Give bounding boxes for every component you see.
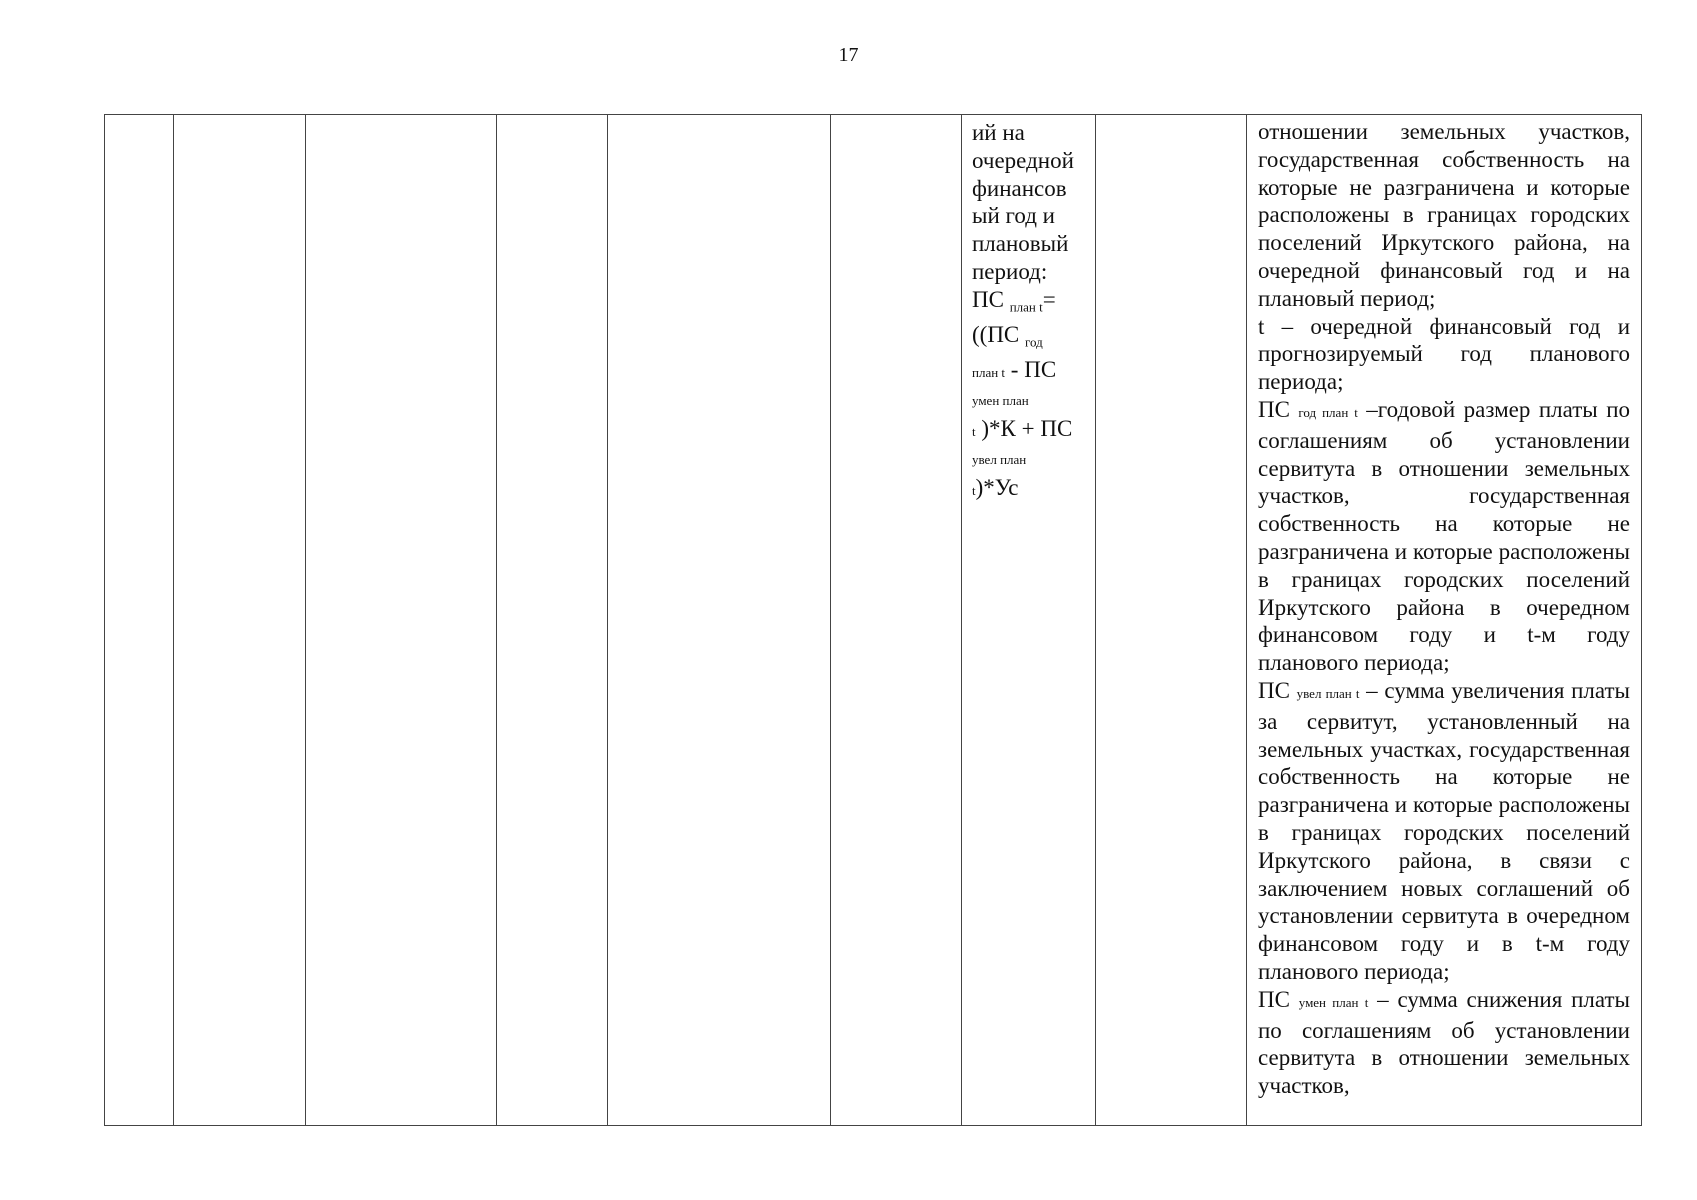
- formula-line: финансов: [972, 175, 1067, 201]
- description-paragraph: t – очередной финансовый год и прогнозируемый год планового периода;: [1258, 313, 1630, 395]
- ps-definition: – сумма снижения платы по соглашениям об установлении сервитута в отношении земельных участков,: [1258, 986, 1630, 1099]
- ps-subscript: год план t: [1298, 404, 1358, 420]
- formula-line: очередной: [972, 147, 1074, 173]
- formula-equation: [972, 286, 1089, 505]
- ps-symbol: ПС: [1258, 396, 1290, 422]
- ps-symbol: ПС: [1258, 677, 1290, 703]
- table-cell-empty: [174, 115, 306, 1126]
- formula-line: период:: [972, 258, 1048, 284]
- table-cell-empty: [831, 115, 962, 1126]
- eq-sub2: умен план: [972, 393, 1029, 409]
- table-cell-empty: [306, 115, 497, 1126]
- eq-minus: - ПС: [1010, 357, 1057, 383]
- formula-line: ый год и: [972, 203, 1055, 229]
- description-paragraph: отношении земельных участков, государственная собственность на которые не разграничена и которые расположены в границах городских поселений Иркутского района, на очередной финансовый год и на плановый период;: [1258, 119, 1630, 311]
- table-cell-empty: [1096, 115, 1247, 1126]
- eq-sub3: увел план: [972, 451, 1027, 467]
- description-paragraph: [1258, 396, 1630, 677]
- ps-subscript: умен план t: [1298, 994, 1369, 1010]
- document-table: [104, 114, 1642, 1126]
- formula-cell: [962, 115, 1096, 1126]
- eq-sub3b: t: [972, 482, 976, 498]
- table-row: [105, 115, 1642, 1126]
- formula-line: ий на: [972, 120, 1025, 145]
- ps-symbol: ПС: [1258, 986, 1290, 1012]
- formula-line: плановый: [972, 231, 1069, 257]
- eq-sign: =: [1042, 286, 1056, 312]
- eq-lhs: ПС: [972, 286, 1004, 312]
- ps-subscript: увел план t: [1296, 685, 1360, 701]
- table-cell-empty: [105, 115, 174, 1126]
- eq-lhs-sub: план t: [1009, 299, 1043, 315]
- eq-sub1b: план t: [972, 365, 1006, 381]
- eq-times-k: )*К + ПС: [981, 416, 1073, 442]
- ps-definition: – сумма увеличения платы за сервитут, установленный на земельных участках, государственная собственность на которые не разграничена и которые расположены в границах городских поселений Иркутского района, в связи с заключением новых соглашений об установлении сервитута в очередном финансовом году и в t-м году планового периода;: [1258, 677, 1631, 984]
- description-cell: [1247, 115, 1642, 1126]
- description-paragraph: [1258, 986, 1630, 1100]
- eq-sub2b: t: [972, 424, 976, 440]
- table-cell-empty: [608, 115, 831, 1126]
- eq-end: )*Ус: [975, 474, 1019, 500]
- ps-definition: –годовой размер платы по соглашениям об установлении сервитута в отношении земельных участков, государственная собственность на которые не разграничена и которые расположены в границах городских поселений Иркутского района в очередном финансовом году и t-м году планового периода;: [1258, 396, 1631, 676]
- eq-sub1: год: [1025, 334, 1043, 350]
- description-paragraph: [1258, 677, 1630, 986]
- table-cell-empty: [497, 115, 608, 1126]
- eq-open: ((ПС: [972, 322, 1020, 348]
- page-number: 17: [838, 44, 859, 66]
